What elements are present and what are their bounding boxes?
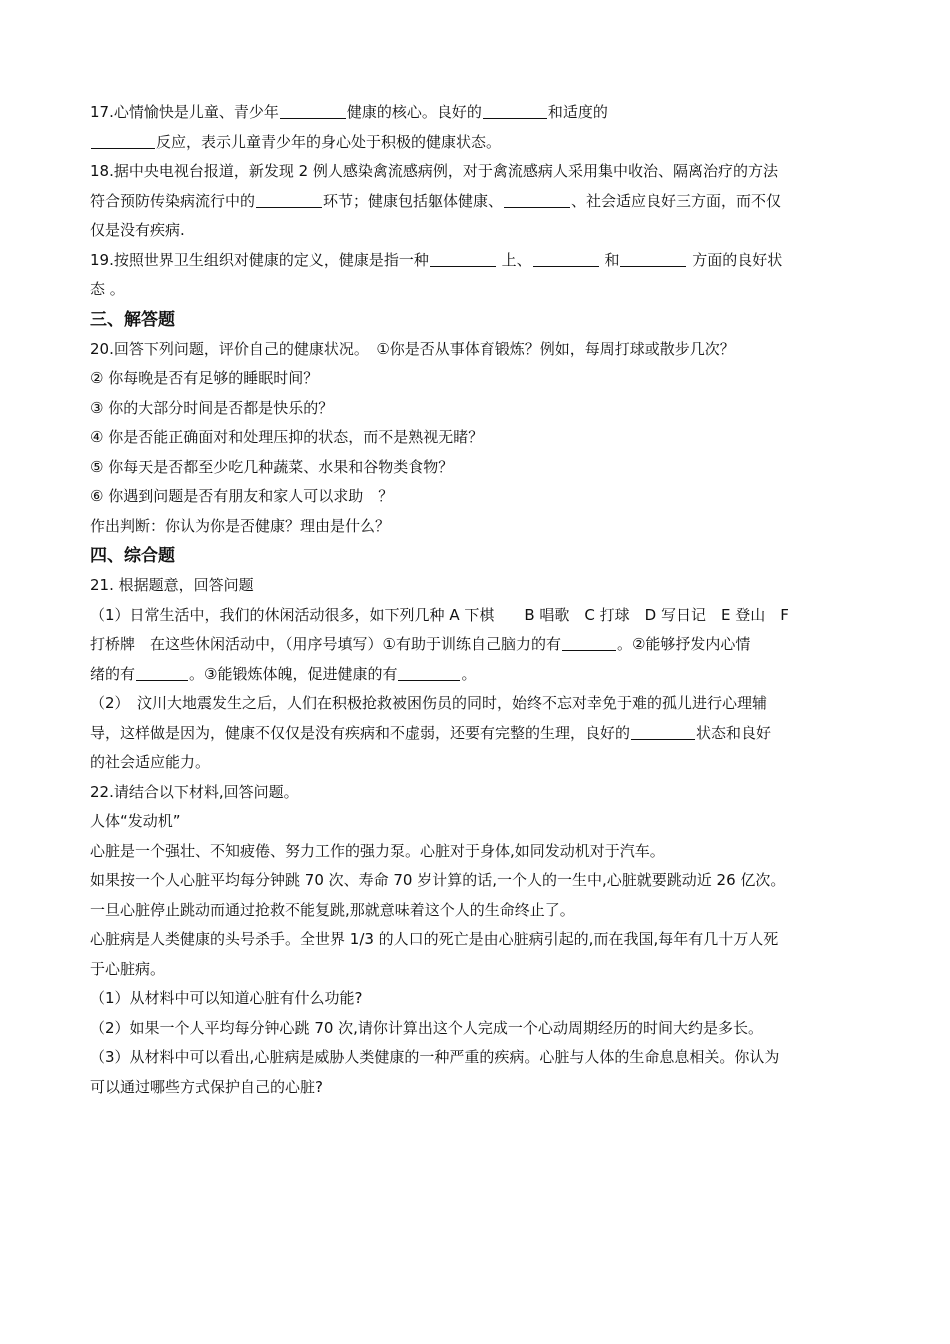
q21-text-b: 。②能够抒发内心情 [616, 635, 751, 653]
section-heading-4: 四、综合题 [90, 546, 175, 566]
answer-blank[interactable] [562, 635, 616, 651]
q20-line-2: ② 你每晚是否有足够的睡眠时间？ [90, 369, 319, 387]
q18-text-b: 环节；健康包括躯体健康、 [323, 191, 504, 210]
q21-text-e: 。 [461, 664, 477, 683]
q21-part1-line-3 [90, 660, 865, 690]
q18-text-c: 、社会适应良好三方面，而不仅 [571, 191, 782, 210]
q22-subquestion-3-line-2: 可以通过哪些方式保护自己的心脏? [90, 1077, 323, 1096]
q20-line-6: ⑥ 你遇到问题是否有朋友和家人可以求助 ？ [90, 487, 394, 505]
q22-line-3: 心脏是一个强壮、不知疲倦、努力工作的强力泵。心脏对于身体,如同发动机对于汽车。 [90, 841, 665, 860]
q17-text-b: 健康的核心。良好的 [346, 103, 482, 121]
q17-text-d: 反应，表示儿童青少年的身心处于积极的健康状态。 [156, 132, 502, 151]
q20-line-4: ④ 你是否能正确面对和处理压抑的状态，而不是熟视无睹？ [90, 428, 484, 446]
q17-line-2 [90, 128, 865, 158]
answer-blank[interactable] [620, 251, 686, 267]
q18-line-3: 仅是没有疾病. [90, 221, 185, 239]
q22-line-2: 人体“发动机” [90, 812, 181, 830]
q21-title: 21. 根据题意，回答问题 [90, 576, 254, 594]
q21-text-g: 状态和良好 [696, 723, 772, 742]
q19-text-a: 19.按照世界卫生组织对健康的定义，健康是指一种 [90, 250, 429, 269]
q21-text-a: 打桥牌 在这些休闲活动中，（用序号填写）①有助于训练自己脑力的有 [90, 635, 561, 653]
answer-blank[interactable] [533, 251, 599, 267]
q17-text-c: 和适度的 [547, 103, 608, 121]
section-heading-3: 三、解答题 [90, 309, 175, 330]
answer-blank[interactable] [256, 192, 322, 208]
q22-subquestion-3-line-1: （3）从材料中可以看出,心脏病是威胁人类健康的一种严重的疾病。心脏与人体的生命息息相关。你认为 [90, 1048, 780, 1066]
document-page [90, 98, 865, 1102]
q21-part2-line-1: （2） 汶川大地震发生之后，人们在积极抢救被困伤员的同时，始终不忘对幸免于难的孤儿进行心理辅 [90, 694, 768, 712]
q19-line-1 [90, 246, 865, 276]
q22-line-7: 于心脏病。 [90, 959, 166, 978]
q20-line-1: 20.回答下列问题，评价自己的健康状况。 ①你是否从事体育锻炼？例如，每周打球或散步几次？ [90, 339, 735, 358]
q17-line-1 [90, 98, 865, 128]
q21-part1-line-2 [90, 630, 865, 660]
q18-text-a: 符合预防传染病流行中的 [90, 191, 256, 210]
q21-text-f: 导，这样做是因为，健康不仅仅是没有疾病和不虚弱，还要有完整的生理，良好的 [90, 723, 631, 742]
q18-line-2 [90, 187, 865, 217]
q18-line-1: 18.据中央电视台报道，新发现 2 例人感染禽流感病例，对于禽流感病人采用集中收治、隔离治疗的方法 [90, 162, 778, 180]
answer-blank[interactable] [483, 103, 547, 119]
q19-text-b: 上、 [501, 250, 532, 269]
q21-text-d: 。③能锻炼体魄，促进健康的有 [189, 664, 398, 683]
q20-line-3: ③ 你的大部分时间是否都是快乐的？ [90, 398, 334, 417]
q19-text-c: 和 [604, 250, 620, 269]
q22-subquestion-1: （1）从材料中可以知道心脏有什么功能? [90, 989, 363, 1007]
answer-blank[interactable] [91, 133, 155, 149]
answer-blank[interactable] [631, 724, 695, 740]
q20-line-5: ⑤ 你每天是否都至少吃几种蔬菜、水果和谷物类食物？ [90, 457, 454, 476]
q21-part1-line-1: （1）日常生活中，我们的休闲活动很多，如下列几种 A 下棋 B 唱歌 C 打球 D 写日记 E 登山 F [90, 605, 789, 624]
q21-part2-line-2 [90, 719, 865, 749]
q22-subquestion-2: （2）如果一个人平均每分钟心跳 70 次,请你计算出这个人完成一个心动周期经历的时间大约是多长。 [90, 1018, 763, 1037]
q20-line-7: 作出判断：你认为你是否健康？理由是什么？ [90, 516, 391, 535]
answer-blank[interactable] [430, 251, 496, 267]
answer-blank[interactable] [136, 665, 188, 681]
q21-part2-line-3: 的社会适应能力。 [90, 753, 211, 771]
q22-line-5: 一旦心脏停止跳动而通过抢救不能复跳,那就意味着这个人的生命终止了。 [90, 900, 575, 919]
q19-line-2: 态 。 [90, 280, 125, 298]
q19-text-d: 方面的良好状 [692, 250, 783, 269]
q22-line-1: 22.请结合以下材料,回答问题。 [90, 782, 299, 801]
answer-blank[interactable] [398, 665, 460, 681]
q22-line-4: 如果按一个人心脏平均每分钟跳 70 次、寿命 70 岁计算的话,一个人的一生中,心脏就要跳动近 26 亿次。 [90, 871, 786, 889]
q22-line-6: 心脏病是人类健康的头号杀手。全世界 1/3 的人口的死亡是由心脏病引起的,而在我国,每年有几十万人死 [90, 930, 779, 948]
answer-blank[interactable] [504, 192, 570, 208]
q17-text-a: 17.心情愉快是儿童、青少年 [90, 103, 279, 121]
answer-blank[interactable] [280, 103, 346, 119]
q21-text-c: 绪的有 [90, 664, 136, 683]
